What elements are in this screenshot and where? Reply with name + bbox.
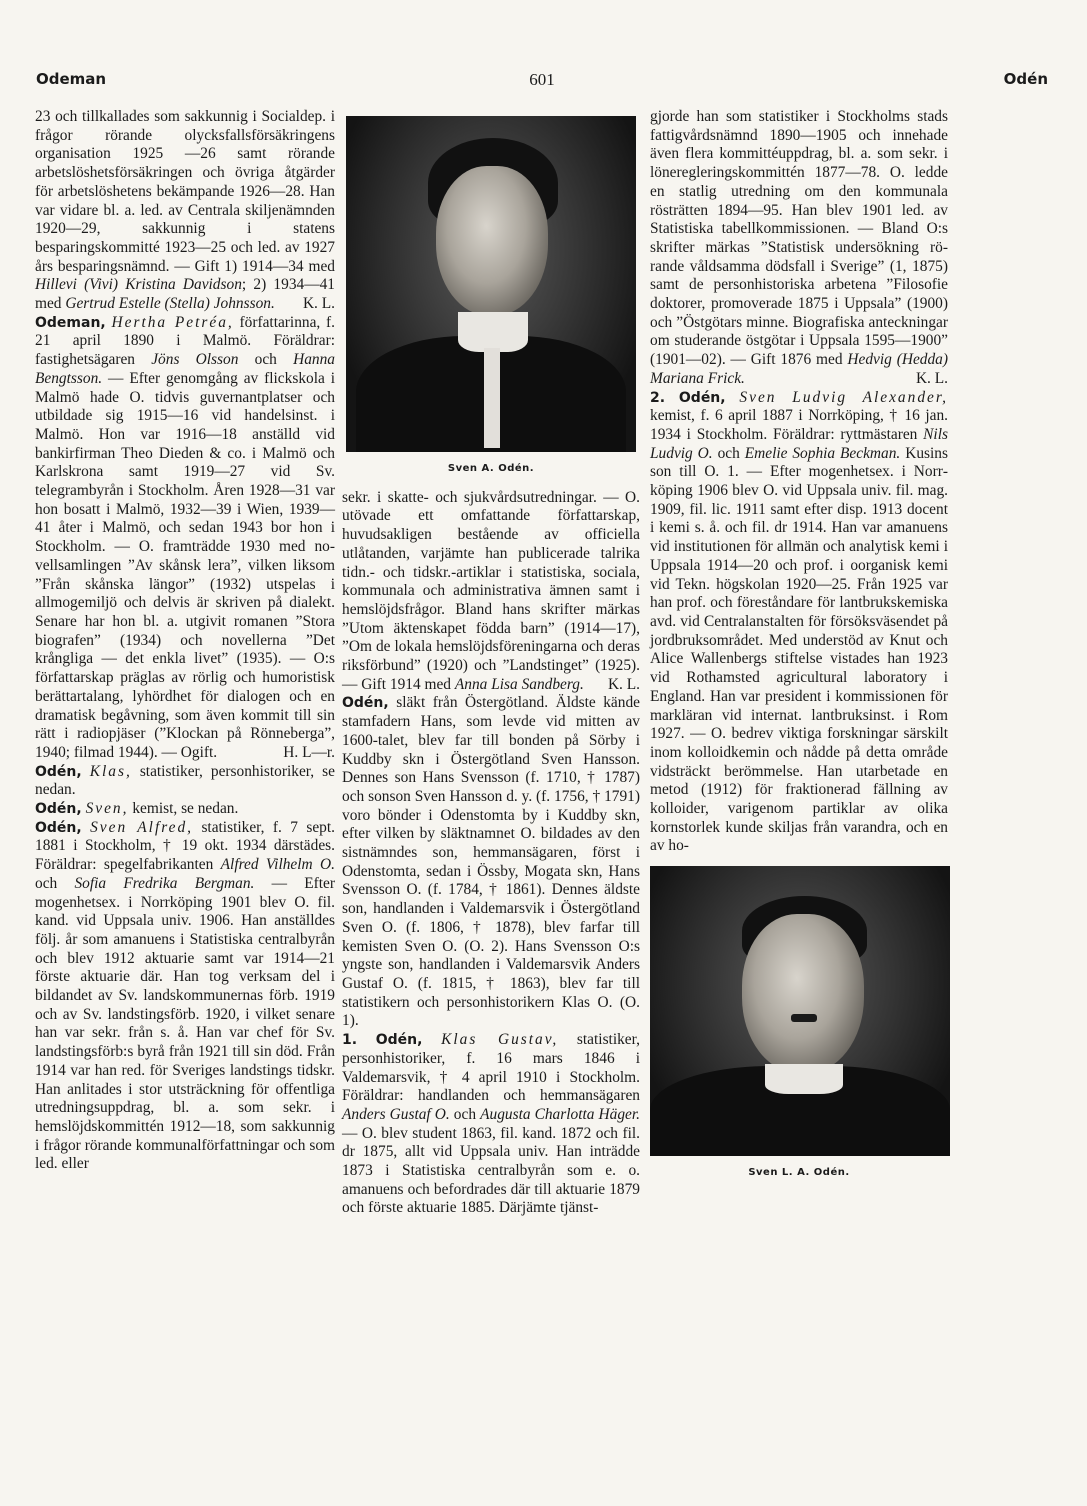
entry-text: 23 och tillkallades som sakkunnig i Socialdep. i frågor rörande olycksfallsförsäkringens organisation 1925 —26 samt rörande arbetslöshetsförsäkringen och övriga åtgärder för arbetslöshetens bekämpande 1926—28. Han var vidare bl. a. led. av Centrala skiljenämnden 1920—29, sakkunnig i statens besparingskommitté 1923—25 och led. av 1927 års besparingsnämnd. — Gift 1) 1914—34 med xyxy=(35,108,335,275)
entry-continuation xyxy=(35,108,335,314)
entry-continuation xyxy=(342,489,640,695)
entry-text: och xyxy=(35,874,58,892)
parent-name: Alfred Vilhelm O. xyxy=(220,856,335,874)
running-head-right: Odén xyxy=(1003,70,1048,88)
parent-name: Emelie Sophia Beckman. xyxy=(744,444,901,462)
entry-text: kemist, f. 6 april 1887 i Norrköping, † 16 jan. 1934 i Stockholm. Föräldrar: ryttmästaren xyxy=(650,407,948,443)
parent-name: Jöns Olsson xyxy=(151,351,239,369)
entry-hertha-odeman xyxy=(35,314,335,763)
entry-text: Kusins son till O. 1. — Efter mogenhetsex. i Norrköping 1906 blev O. vid Uppsala univ. fil. mag. 1909, fil. lic. 1911 samt efter disp. 1913 docent i kemi s. å. och fil. dr 1914. Han var amanuens vid institutionen för allmän och analytisk kemi i Uppsala 1914—20 och prof. i oorganisk kemi vid Tekn. högskolan 1920—25. Från 1925 var han prof. och föreståndare för lantbrukskemiska avd. vid Centralanstalten för försöksväsendet på jordbruksområdet. Med understöd av Knut och Alice Wallenbergs stiftelse vistades han 1923 vid Rothamsted agricultural laboratory i England. Han var president i kommissionen för markläran vid internat. lantbruksinst. i Rom 1927. — O. bedrev viktiga forskningar särskilt inom kolloidkemin och nådde på detta område vidsträckt berömmelse. Han utarbetade en metod (1912) för fraktionerad fällning av kolloider, varigenom partiklar av olika kornstorlek kunde skiljas från varandra, och en av ho- xyxy=(650,444,948,855)
entry-headword: Odeman, xyxy=(35,314,106,331)
entry-number: 1. xyxy=(342,1032,358,1049)
photo-caption: Sven A. Odén. xyxy=(447,463,535,474)
author-signature: K. L. xyxy=(302,295,335,313)
spouse-name: Gertrud Estelle (Stella) Johnsson. xyxy=(65,295,275,313)
parent-name: Sofia Fredrika Bergman. xyxy=(74,874,255,892)
entry-text: släkt från Östergötland. Äldste kände stamfadern Hans, som levde vid mitten av 1600-talet, blev far till bonden på Sörby i Kuddby skn i Östergötland Sven Hansson. Dennes son Hans Svensson (f. 1710, † 1787) och sonson Sven Hansson d. y. (f. 1756, † 1791) voro bönder i Odenstomta by i Kuddby skn, efter vilken by släktnamnet O. bildades av den sistnämndes son, hemmansägaren, först i Odenstomta, sedan i Össby, Mogata skn, Hans Svensson O. (f. 1784, † 1861). Dennes äldste son, handlanden i Valdemarsvik i Östergötland Sven O. (f. 1806, † 1878), blev farfar till kemisten Sven O. (O. 2). Hans Svensson O:s yngste son, handlanden i Valdemarsvik Anders Gustaf O. (f. 1815, † 1863), blev far till statistikern och personhistorikern Klas O. (O. 1). xyxy=(342,694,640,1030)
entry-oden-family xyxy=(342,694,640,1031)
entry-text: statistiker, f. 7 sept. 1881 i Stockholm, † 19 okt. 1934 därstädes. Föräldrar: spegelfabrikanten xyxy=(35,818,335,874)
entry-text: och xyxy=(254,351,277,369)
entry-text: — Efter genomgång av flickskola i Malmö hade O. tidvis guvernantplatser och utbildade sig 1915—16 vid handelsinst. i Malmö. Hon var 1916—18 anställd vid bankirfirman Theo Dieden & co. i Malmö och Karlskrona samt 1919—27 vid Sv. telegrambyrån i Stockholm. Åren 1928—31 var hon bosatt i Malmö, 1932—39 i Wien, 1939—41 åter i Malmö, och sedan 1943 bor hon i Stockholm. — O. framträdde 1930 med novellsamlingen ”Av skånsk lera”, vilken liksom ”Från skånska längor” (1932) utspelas i allmogemiljö och delvis är skriven på dialekt. Senare har hon bl. a. utgivit romanen ”Stora biografen” (1934) och novellerna ”Det krångliga — det enkla livet” (1935). — O:s författarskap präglas av rörlig och humoristisk berättartalang, lyhördhet för dialogen och en dramatisk begåvning, som även kommit till sin rätt i radiopjäser (”Klockan på Rönneberga”, 1940; filmad 1944). — Ogift. xyxy=(35,369,335,761)
spouse-name: Hillevi (Vivi) Kristina Davidson xyxy=(35,276,242,294)
parent-name: Augusta Charlotta Häger. xyxy=(480,1105,640,1123)
entry-klas-oden-ref xyxy=(35,763,335,800)
parent-name: Anders Gustaf O. xyxy=(342,1105,450,1123)
column-middle xyxy=(342,108,640,1218)
entry-text: statistiker, personhistoriker, f. 16 mars 1846 i Valdemarsvik, † 4 april 1910 i Stockholm. Föräldrar: handlanden och hemmansägaren xyxy=(342,1031,640,1105)
entry-text: kemist, se nedan. xyxy=(132,800,239,818)
entry-headword: Odén, xyxy=(35,763,82,780)
entry-given-names: Sven Alfred, xyxy=(90,818,194,836)
entry-text: gjorde han som statistiker i Stockholms stads fattigvårdsnämnd 1890—1905 och innehade även flera kommittéuppdrag, bl. a. som sekr. i löneregleringskommittén 1877—78. O. ledde en statlig utredning om den kommunala rösträtten 1894—95. Han blev 1901 led. av Statistiska tabellkommissionen. — Bland O:s skrifter märkas ”Statistisk undersökning rörande våldsamma dödsfall i Sverige” (1, 1875) samt de personhistoriska arbetena ”Filosofie doktorer, promoverade 1875 i Uppsala” (1900) och ”Östgötars minne. Biografiska anteckningar om studerande östgötar i Uppsala 1595—1900” (1901—02). — Gift 1876 med xyxy=(650,108,948,369)
portrait-photo-sven-a-oden xyxy=(346,116,636,452)
portrait-photo-sven-l-a-oden xyxy=(650,866,950,1156)
entry-sven-alfred-oden xyxy=(35,819,335,1174)
entry-sven-ludvig-oden xyxy=(650,389,948,857)
entry-sven-oden-ref xyxy=(35,800,335,819)
author-signature: H. L—r. xyxy=(283,743,335,761)
page-header xyxy=(36,64,1048,94)
entry-continuation xyxy=(650,108,948,389)
entry-text: och xyxy=(717,444,740,462)
column-right xyxy=(650,108,948,1193)
entry-text: författarinna, f. 21 april 1890 i Malmö. Föräldrar: fastighetsägaren xyxy=(35,313,335,369)
entry-text: ; 2) 1934—41 med xyxy=(35,276,335,313)
parent-name: Hanna Bengtsson. xyxy=(35,351,335,387)
entry-headword: Odén, xyxy=(678,389,726,406)
entry-headword: Odén, xyxy=(35,801,82,818)
entry-text: och xyxy=(453,1105,477,1123)
entry-text: statistiker, personhistoriker, se nedan. xyxy=(35,762,335,799)
parent-name: Nils Ludvig O. xyxy=(650,425,948,462)
entry-given-names: Klas, xyxy=(89,762,132,780)
entry-given-names: Sven, xyxy=(85,800,129,818)
entry-number: 2. xyxy=(650,389,666,406)
author-signature: K. L. xyxy=(915,369,948,387)
spouse-name: Anna Lisa Sandberg. xyxy=(454,675,584,693)
entry-headword: Odén, xyxy=(375,1032,423,1049)
column-left xyxy=(35,108,335,1174)
entry-given-names: Hertha Petréa, xyxy=(111,313,234,331)
entry-text: — O. blev student 1863, fil. kand. 1872 och fil. dr 1875, allt vid Uppsala univ. Han inträdde 1873 i Statistiska centralbyrån som e. o. amanuens och befordrades där till aktuarie 1879 och förste aktuarie 1885. Därjämte tjänst- xyxy=(342,1124,640,1217)
entry-klas-gustav-oden xyxy=(342,1031,640,1218)
author-signature: K. L. xyxy=(607,675,640,693)
entry-headword: Odén, xyxy=(35,819,82,836)
entry-given-names: Klas Gustav, xyxy=(441,1031,559,1049)
entry-given-names: Sven Ludvig Alexander, xyxy=(739,388,948,406)
page-number: 601 xyxy=(529,70,555,89)
entry-text: sekr. i skatte- och sjukvårdsutredningar. — O. utövade ett omfattande författarskap, huvudsakligen bestående av officiella utlåtanden, varjämte han publicerade talrika tidn.- och tidskr.-artiklar i statistiska, sociala, kommunala och administrativa ämnen samt i hemslöjdsfrågor. Bland hans skrifter märkas ”Utom äktenskapet födda barn” (1914—17), ”Om de lokala hemslöjdsföreningarna och deras riksförbund” (1920) och ”Landstinget” (1925). — Gift 1914 med xyxy=(342,488,640,693)
entry-text: — Efter mogenhetsex. i Norrköping 1901 blev O. fil. kand. vid Uppsala univ. 1906. Han anställdes följ. år som amanuens i Statistiska centralbyrån och blev 1912 aktuarie samt var 1914—21 förste aktuarie där. Han tog verksam del i bildandet av Sv. landskommunernas förb. 1919 och av Sv. landstingsförb. 1920, i vilket senare han var sekr. från s. å. Han var chef för Sv. landstingsförb:s byrå från 1921 till sin död. Från 1914 var han red. för Sveriges landstings tidskr. Han anlitades i stor utsträckning för offentliga utredningsuppdrag, bl. a. som sekr. i hemslöjdskommittén 1912—18, som sakkunnig i frågor rörande kommunalförfattningar och som led. eller xyxy=(35,874,335,1173)
entry-headword: Odén, xyxy=(342,695,389,712)
spouse-name: Hedvig (Hedda) Mariana Frick. xyxy=(650,351,948,387)
running-head-left: Odeman xyxy=(36,70,107,88)
photo-caption: Sven L. A. Odén. xyxy=(748,1167,850,1179)
